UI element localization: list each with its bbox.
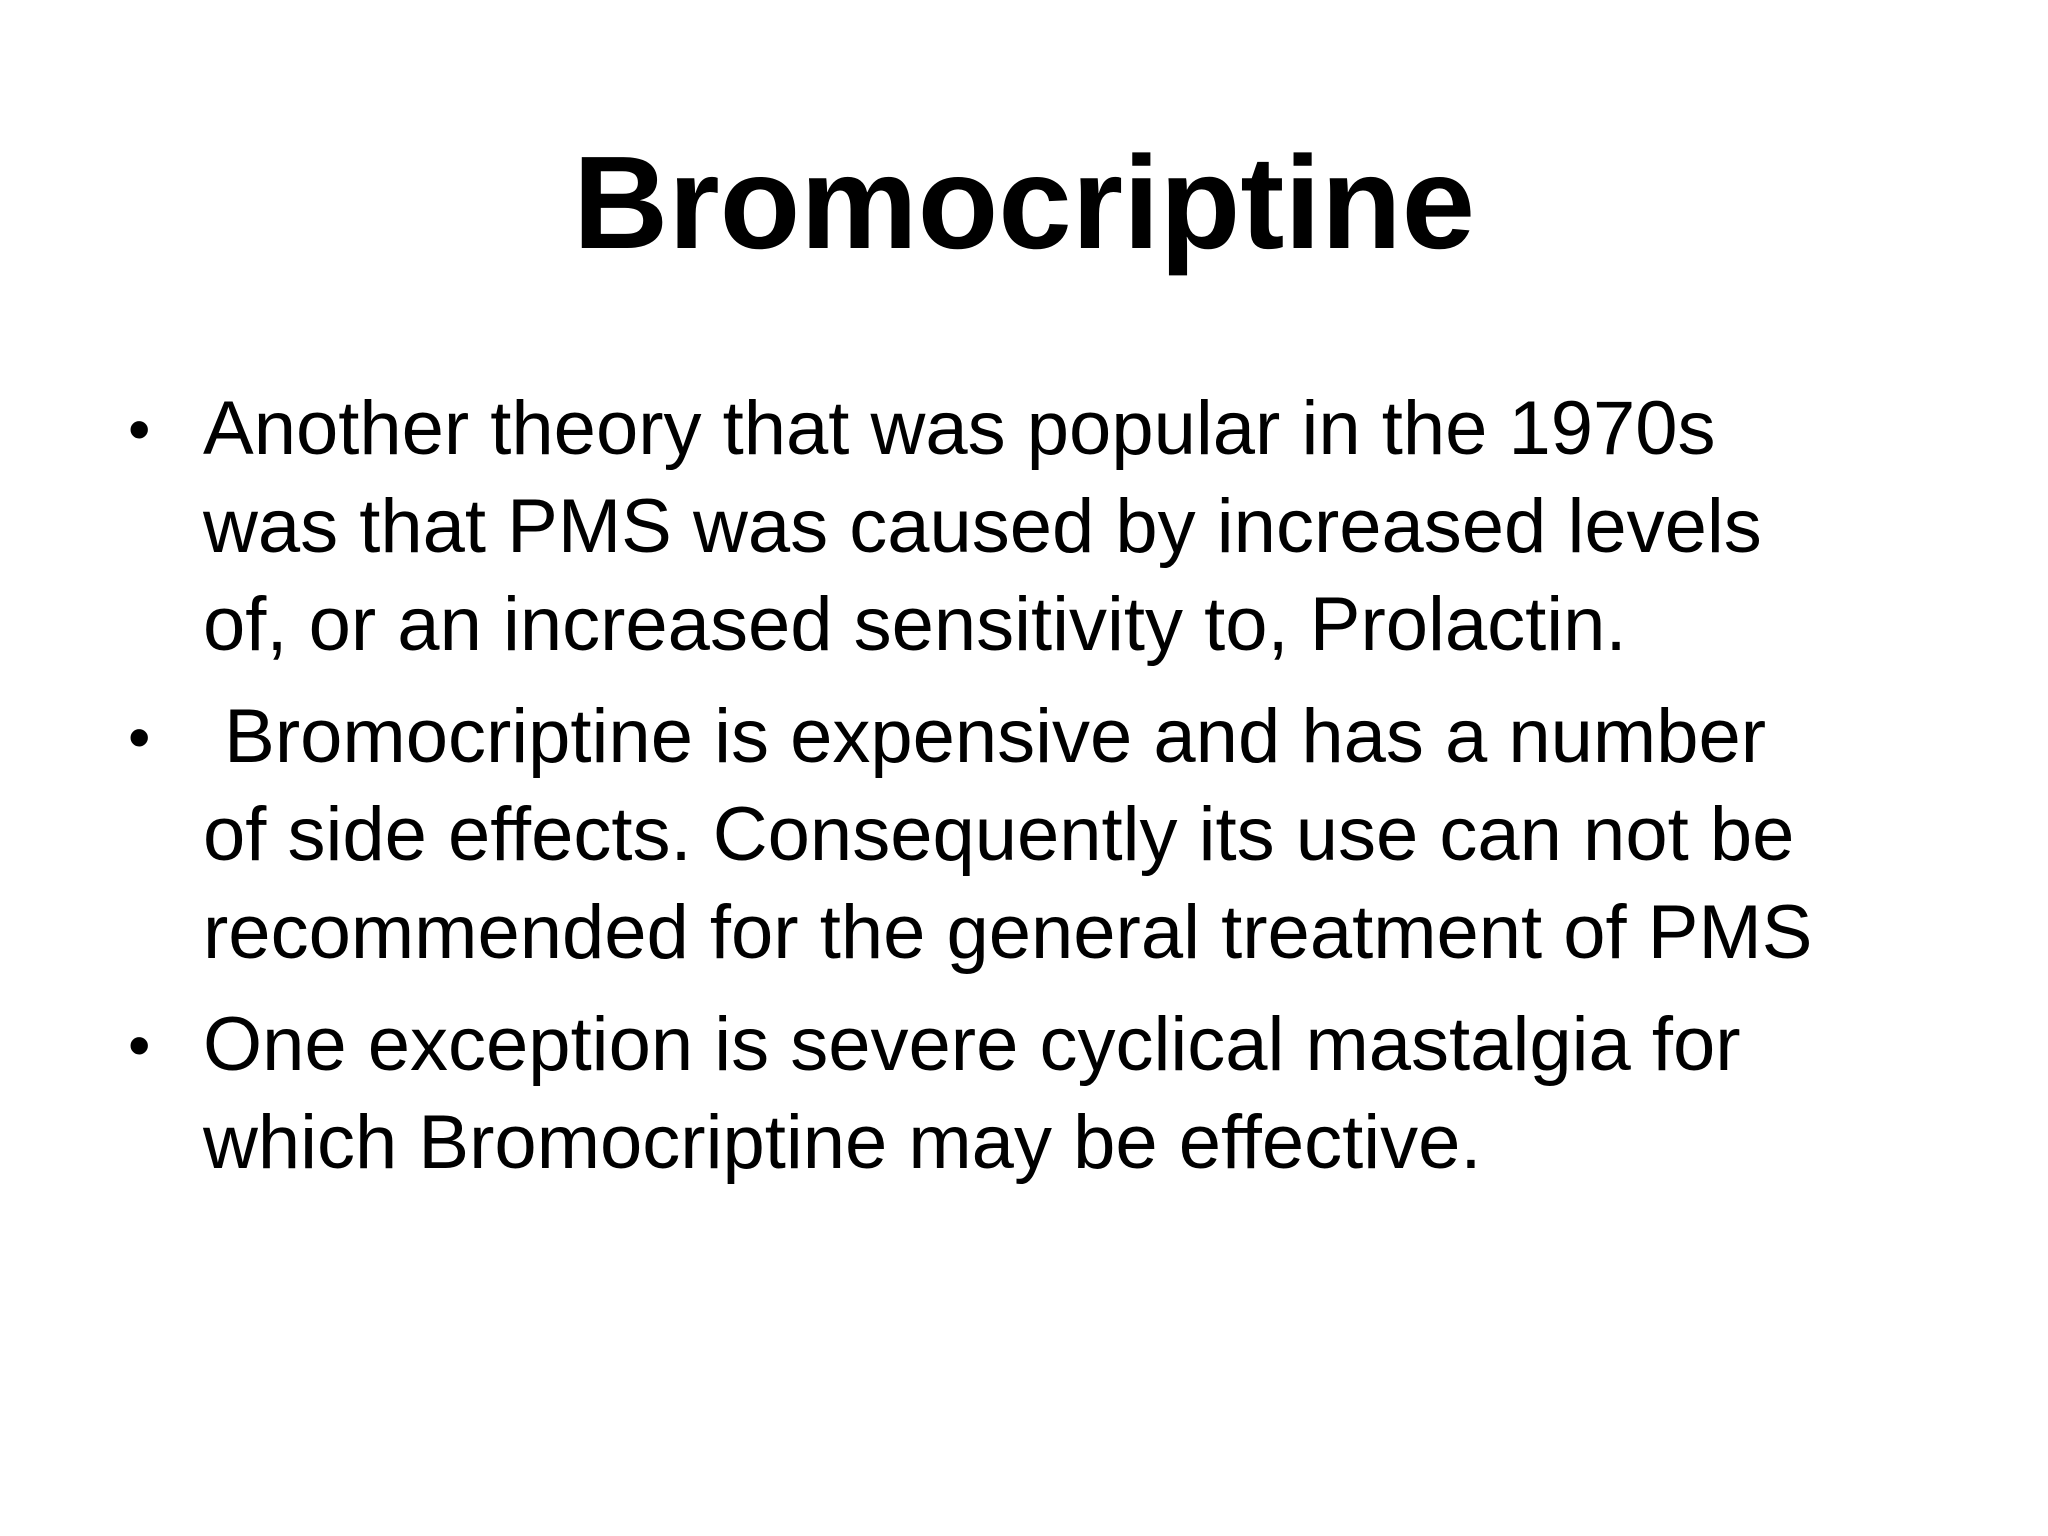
bullet-list <box>0 380 2048 1206</box>
bullet-item <box>0 380 2048 674</box>
bullet-item <box>0 688 2048 982</box>
slide-title: Bromocriptine <box>572 129 1476 276</box>
bullet-item <box>0 996 2048 1192</box>
bullet-text: One exception is severe cyclical mastalgia for which Bromocriptine may be effective. <box>203 1002 1741 1185</box>
bullet-text: Bromocriptine is expensive and has a number of side effects. Consequently its use can not be recommended for the general treatment of PMS <box>203 694 1813 975</box>
bullet-dot-icon: • <box>128 1009 151 1081</box>
bullet-text: Another theory that was popular in the 1970s was that PMS was caused by increased levels of, or an increased sensitivity to, Prolactin. <box>203 386 1762 667</box>
bullet-dot-icon: • <box>128 393 151 465</box>
bullet-dot-icon: • <box>128 701 151 773</box>
